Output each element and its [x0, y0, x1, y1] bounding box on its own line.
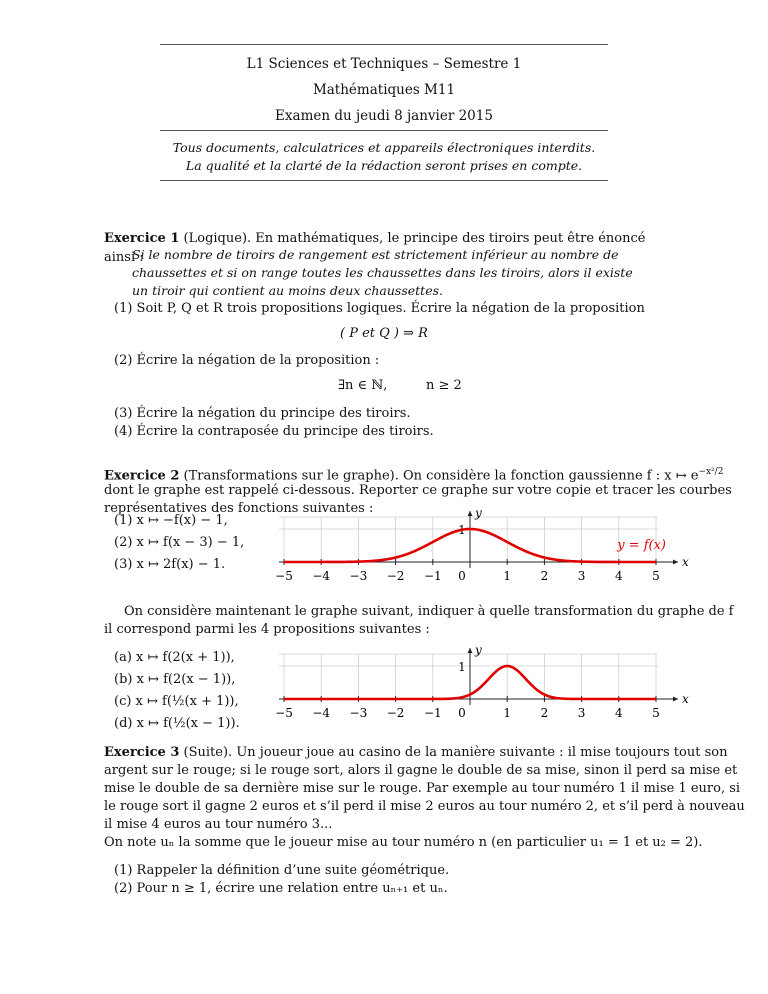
- ex3-question-2: (2) Pour n ≥ 1, écrire une relation entre uₙ₊₁ et uₙ.: [114, 881, 448, 896]
- ex2-option-d: (d) x ↦ f(½(x − 1)).: [114, 716, 240, 731]
- ex2-option-a: (a) x ↦ f(2(x + 1)),: [114, 650, 235, 665]
- x-tick-label: 4: [614, 706, 623, 720]
- x-axis-arrow: [673, 697, 678, 702]
- y-tick-label: 1: [458, 660, 466, 674]
- y-axis-arrow: [468, 511, 473, 516]
- x-tick-label: 2: [540, 706, 549, 720]
- y-axis-label: y: [475, 643, 482, 657]
- header-bottom-rule: [160, 180, 608, 181]
- exercise-3-line-1: Un joueur joue au casino de la manière suivante : il mise toujours tout son: [236, 745, 728, 760]
- exercise-3-topic: (Suite).: [183, 745, 233, 760]
- x-tick-label: −1: [423, 706, 442, 720]
- gaussian-graph: [265, 505, 689, 595]
- subject-title: Mathématiques M11: [312, 82, 456, 98]
- y-axis-label: y: [475, 506, 482, 520]
- ex2-item-1: (1) x ↦ −f(x) − 1,: [114, 513, 228, 528]
- exercise-2-title: Exercice 2: [104, 468, 180, 484]
- exercise-3-line-6: On note uₙ la somme que le joueur mise au tour numéro n (en particulier u₁ = 1 et u₂ = 2).: [104, 835, 703, 850]
- quote-line-2: chaussettes et si on range toutes les chaussettes dans les tiroirs, alors il existe: [132, 265, 633, 280]
- x-tick-label: 0: [458, 706, 466, 720]
- exercise-2-para-1: On considère maintenant le graphe suivant, indiquer à quelle transformation du graphe de f: [124, 604, 734, 619]
- ex1-question-1: (1) Soit P, Q et R trois propositions logiques. Écrire la négation de la proposition: [114, 301, 645, 316]
- x-tick-label: 3: [577, 569, 586, 583]
- header-top-rule: [160, 44, 608, 45]
- exercise-3-line-5: il mise 4 euros au tour numéro 3...: [104, 817, 333, 832]
- x-tick-label: −5: [275, 569, 293, 583]
- curve-label: y = f(x): [617, 537, 666, 553]
- quote-line-3: un tiroir qui contient au moins deux chaussettes.: [132, 283, 443, 298]
- x-tick-label: 1: [503, 706, 512, 720]
- ex2-option-b: (b) x ↦ f(2(x − 1)),: [114, 672, 236, 687]
- exam-date: Examen du jeudi 8 janvier 2015: [275, 108, 493, 124]
- course-title: L1 Sciences et Techniques – Semestre 1: [246, 56, 522, 72]
- x-tick-label: 2: [540, 569, 549, 583]
- ex1-question-4: (4) Écrire la contraposée du principe des tiroirs.: [114, 424, 434, 439]
- ex3-question-1: (1) Rappeler la définition d’une suite géométrique.: [114, 863, 450, 878]
- transformed-graph: [265, 642, 689, 732]
- ex1-formula-1: ( P et Q ) ⇒ R: [340, 326, 428, 341]
- x-tick-label: 3: [577, 706, 586, 720]
- x-tick-label: 4: [614, 569, 623, 583]
- instructions-line-2: La qualité et la clarté de la rédaction seront prises en compte.: [185, 158, 583, 173]
- exercise-3-line-2: argent sur le rouge; si le rouge sort, alors il gagne le double de sa mise, sinon il perd sa mise et: [104, 763, 738, 778]
- exercise-3-line-3: mise le double de sa dernière mise sur le rouge. Par exemple au tour numéro 1 il mise 1 euro, si: [104, 781, 741, 796]
- ex2-option-c: (c) x ↦ f(½(x + 1)),: [114, 694, 239, 709]
- x-tick-label: −2: [386, 569, 405, 583]
- ex1-formula-2b: n ≥ 2: [426, 378, 462, 393]
- x-axis-label: x: [682, 555, 689, 569]
- x-tick-label: 5: [652, 569, 660, 583]
- x-tick-label: −5: [275, 706, 293, 720]
- exercise-2-line-2: dont le graphe est rappelé ci-dessous. Reporter ce graphe sur votre copie et tracer les courbes: [104, 483, 732, 498]
- x-tick-label: −4: [312, 569, 331, 583]
- exercise-2-topic: (Transformations sur le graphe).: [183, 468, 399, 484]
- y-axis-arrow: [468, 648, 473, 653]
- x-tick-label: −1: [423, 569, 442, 583]
- exercise-1-intro: En mathématiques, le principe des tiroirs peut être énoncé ainsi :: [104, 231, 646, 265]
- x-axis-arrow: [673, 560, 678, 565]
- exercise-1-title: Exercice 1: [104, 231, 180, 246]
- x-axis-label: x: [682, 692, 689, 706]
- quote-line-1: Si le nombre de tiroirs de rangement est strictement inférieur au nombre de: [132, 247, 619, 262]
- x-tick-label: 0: [458, 569, 466, 583]
- instructions-line-1: Tous documents, calculatrices et appareils électroniques interdits.: [172, 140, 596, 155]
- exercise-1-topic: (Logique).: [183, 231, 252, 246]
- x-tick-label: −2: [386, 706, 405, 720]
- x-tick-label: 5: [652, 706, 660, 720]
- exercise-3-title: Exercice 3: [104, 745, 180, 760]
- exercise-2-line-3: représentatives des fonctions suivantes :: [104, 501, 374, 516]
- ex1-question-3: (3) Écrire la négation du principe des tiroirs.: [114, 406, 411, 421]
- x-tick-label: −4: [312, 706, 331, 720]
- ex1-question-2: (2) Écrire la négation de la proposition :: [114, 353, 380, 368]
- exercise-2-para-2: il correspond parmi les 4 propositions suivantes :: [104, 622, 430, 637]
- exercise-3-heading: [104, 743, 727, 762]
- gaussian-exponent: −x²/2: [698, 467, 724, 477]
- ex2-item-3: (3) x ↦ 2f(x) − 1.: [114, 557, 226, 572]
- x-tick-label: 1: [503, 569, 512, 583]
- x-tick-label: −3: [349, 569, 368, 583]
- header-mid-rule: [160, 130, 608, 131]
- ex2-item-2: (2) x ↦ f(x − 3) − 1,: [114, 535, 245, 550]
- exercise-3-line-4: le rouge sort il gagne 2 euros et s’il perd il mise 2 euros au tour numéro 2, et s’il perd à nouveau: [104, 799, 745, 814]
- exercise-2-intro: On considère la fonction gaussienne f : x ↦ e: [403, 468, 699, 484]
- ex1-formula-2a: ∃n ∈ ℕ,: [338, 378, 388, 393]
- y-tick-label: 1: [458, 523, 466, 537]
- x-tick-label: −3: [349, 706, 368, 720]
